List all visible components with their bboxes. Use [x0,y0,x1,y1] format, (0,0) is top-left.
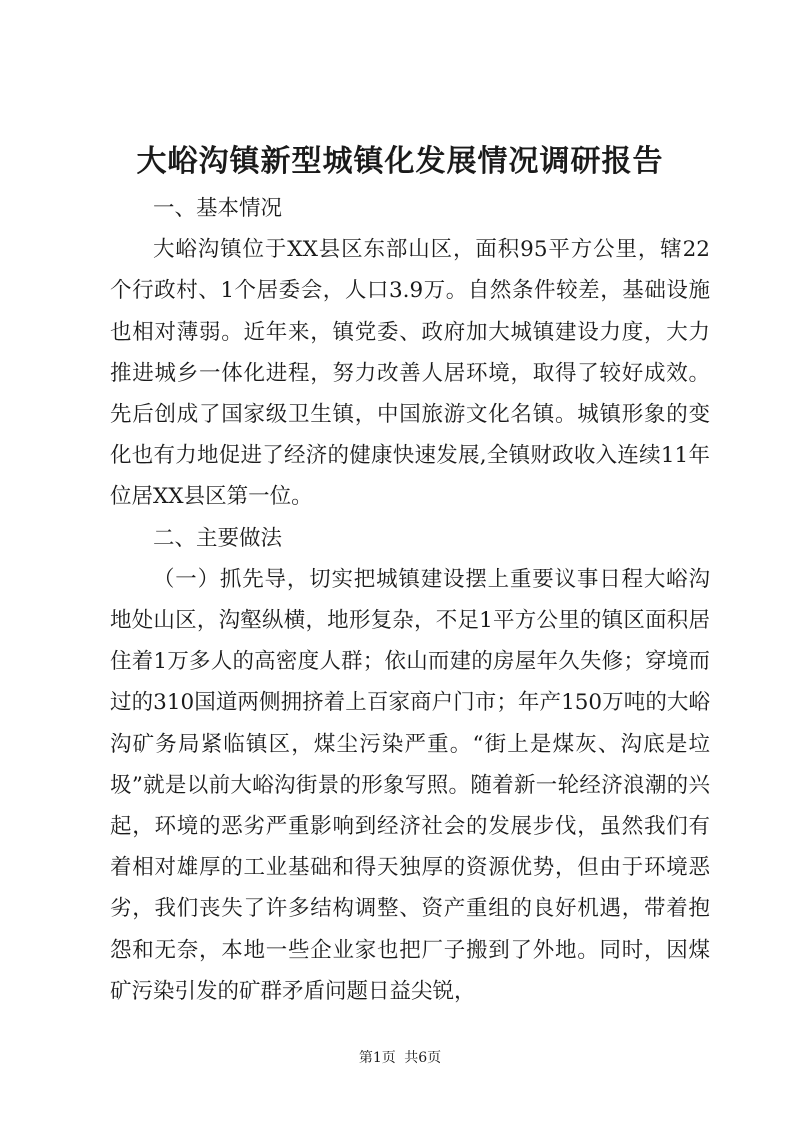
paragraph-main-practices-1: （一）抓先导，切实把城镇建设摆上重要议事日程大峪沟地处山区，沟壑纵横，地形复杂，不足1平方公里的镇区面积居住着1万多人的高密度人群；依山而建的房屋年久失修；穿境而过的310国道两侧拥挤着上百家商户门市；年产150万吨的大峪沟矿务局紧临镇区，煤尘污染严重。“街上是煤灰、沟底是垃圾”就是以前大峪沟街景的形象写照。随着新一轮经济浪潮的兴起，环境的恶劣严重影响到经济社会的发展步伐，虽然我们有着相对雄厚的工业基础和得天独厚的资源优势，但由于环境恶劣，我们丧失了许多结构调整、资产重组的良好机遇，带着抱怨和无奈，本地一些企业家也把厂子搬到了外地。同时，因煤矿污染引发的矿群矛盾问题日益尖锐， [110,566,710,1004]
page-footer [0,1048,800,1068]
page-total: 共6页 [404,1050,442,1066]
document-body [110,188,710,1012]
page-number: 第1页 [358,1050,396,1066]
section-heading-main-practices: 二、主要做法 [153,525,283,551]
paragraph-basic-situation: 大峪沟镇位于XX县区东部山区，面积95平方公里，辖22个行政村、1个居委会，人口3.9万。自然条件较差，基础设施也相对薄弱。近年来，镇党委、政府加大城镇建设力度，大力推进城乡一体化进程，努力改善人居环境，取得了较好成效。先后创成了国家级卫生镇，中国旅游文化名镇。城镇形象的变化也有力地促进了经济的健康快速发展,全镇财政收入连续11年位居XX县区第一位。 [110,237,710,510]
section-heading-basic-situation: 一、基本情况 [153,196,283,221]
document-title: 大峪沟镇新型城镇化发展情况调研报告 [136,144,664,179]
